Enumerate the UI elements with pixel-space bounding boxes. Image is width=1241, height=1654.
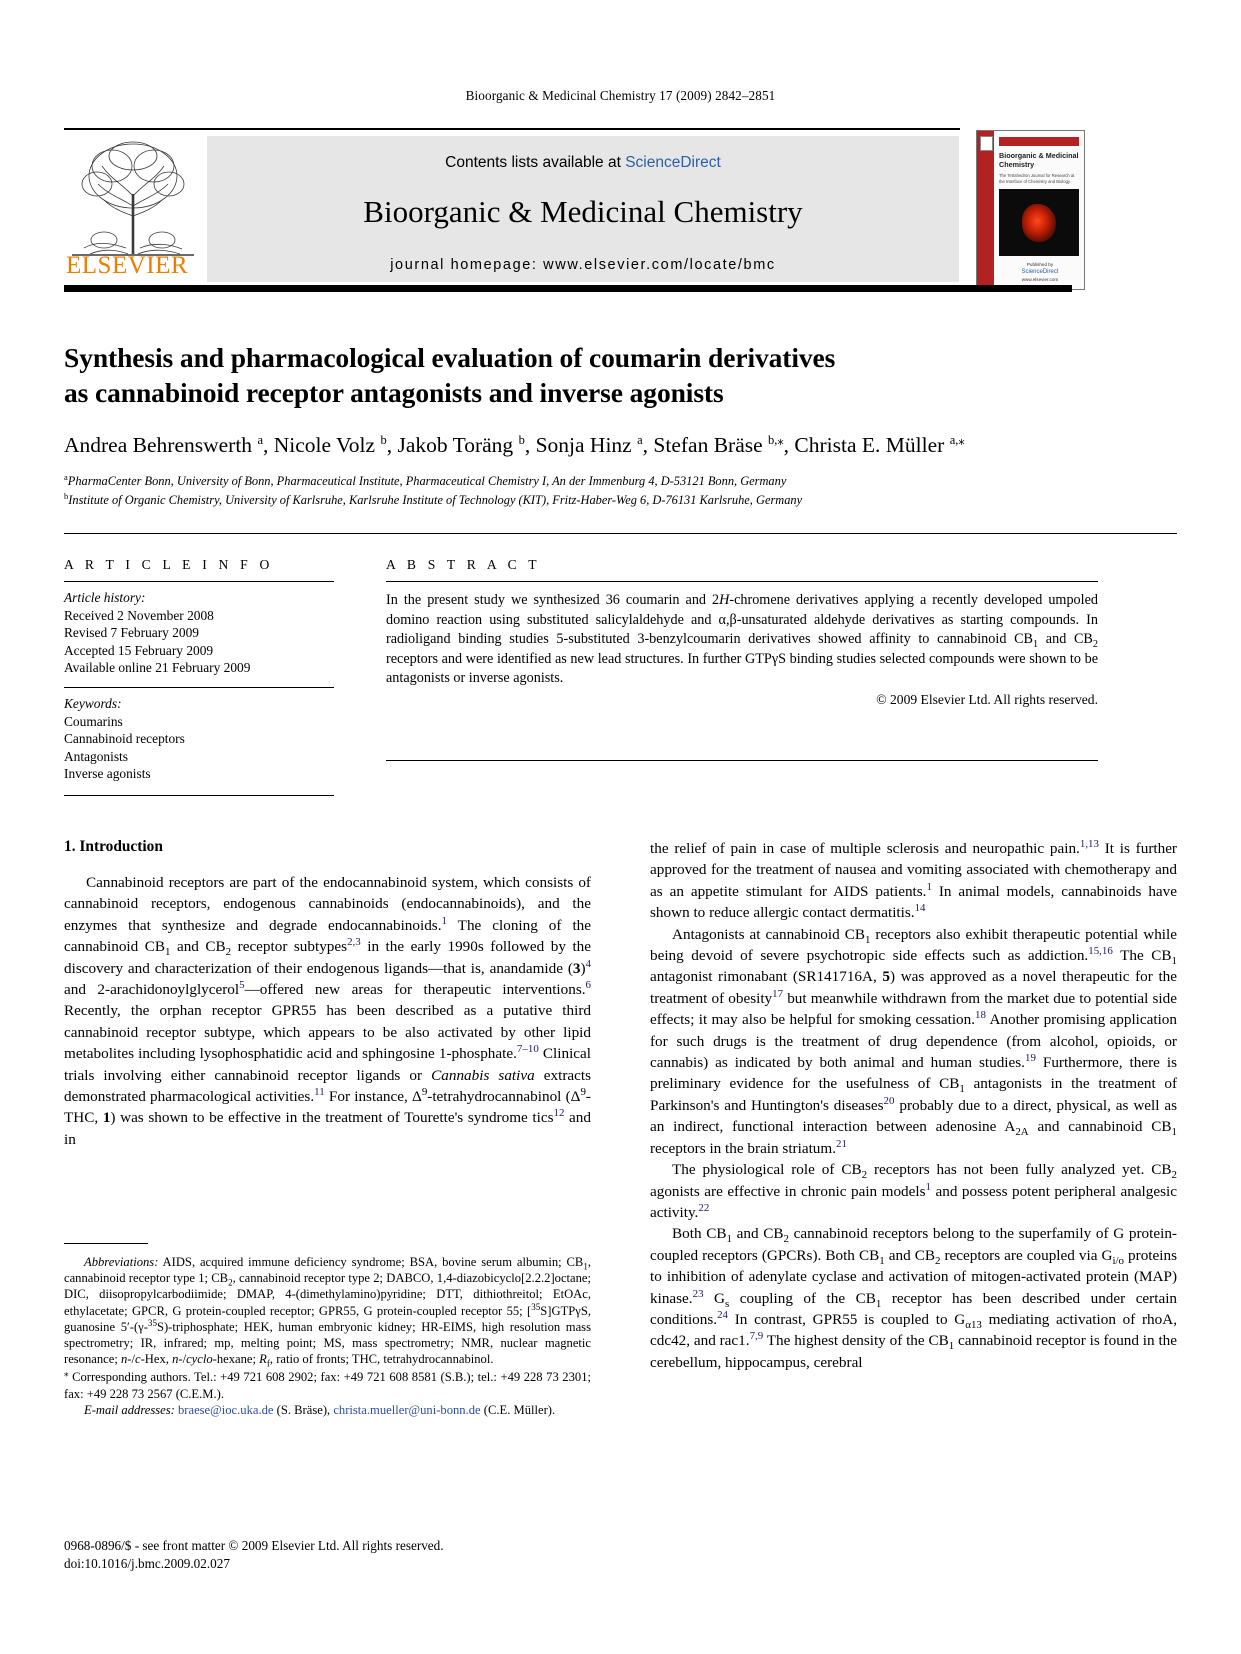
body-paragraph: The physiological role of $CB_2$ receptors has not been fully analyzed yet. $CB_2$ agonists are effective in chronic pain models$^1$ and possess potent peripheral analgesic activity.$^{22}$ (650, 1161, 1177, 1221)
elsevier-logo (64, 136, 202, 282)
footnote-block (64, 1243, 591, 1418)
contents-prefix: Contents lists available at (445, 154, 626, 171)
email-owner-brase: (S. Bräse), (276, 1402, 331, 1417)
corresponding-author-footnote: ⁎ Corresponding authors. Tel.: +49 721 608 2902; fax: +49 721 608 8581 (S.B.); tel.: +49 228 73 2301; fax: +49 228 73 2567 (C.E.M.). (64, 1368, 591, 1401)
body-paragraph: Cannabinoid receptors are part of the endocannabinoid system, which consists of cannabinoid receptors, endogenous cannabinoids (endocannabinoids), and the enzymes that synthesize and degrade endocannabinoids.$^1$ The cloning of the cannabinoid $CB_1$ and $CB_2$ receptor subtypes$^{2,3}$ in the early 1990s followed by the discovery and characterization of their endogenous ligands—that is, anandamide (3)$^4$ and 2-arachidonoylglycerol$^5$—offered new areas for therapeutic interventions.$^6$ Recently, the orphan receptor GPR55 has been described as a putative third cannabinoid receptor subtype, which appears to be also activated by other lipid metabolites including lysophosphatidic acid and sphingosine 1-phosphate.$^{7-10}$ Clinical trials involving either cannabinoid receptor ligands or Cannabis sativa extracts demonstrated pharmacological activities.$^{11}$ For instance, $\Delta^9$-tetrahydrocannabinol ($\Delta^9$-THC, 1) was shown to be effective in the treatment of Tourette's syndrome tics$^{12}$ and in (64, 874, 592, 1148)
sciencedirect-link[interactable]: ScienceDirect (625, 154, 721, 171)
article-history-label: Article history: (64, 590, 146, 605)
imprint-block (64, 1537, 624, 1573)
masthead-bottom-rule (64, 285, 1072, 292)
article-history-item: Available online 21 February 2009 (64, 660, 251, 676)
cover-footer (999, 261, 1081, 283)
affiliation-a-text: PharmaCenter Bonn, University of Bonn, Pharmaceutical Institute, Pharmaceutical Chemistry I, An der Immenburg 4, D-53121 Bonn, Germany (67, 474, 787, 488)
journal-masthead (64, 128, 1177, 293)
email-owner-muller: (C.E. Müller). (483, 1402, 556, 1417)
masthead-top-rule (64, 128, 960, 130)
email-label: E-mail addresses: (84, 1402, 175, 1417)
cover-footer-publisher: Published by (1026, 262, 1054, 267)
author-list: Andrea Behrenswerth $^a$, Nicole Volz $^b$, Jakob Toräng $^b$, Sonja Hinz $^a$, Stefan Bräse $^{b,⁎}$, Christa E. Müller $^{a,⁎}$ (64, 432, 965, 457)
keyword-item: Antagonists (64, 748, 128, 764)
cover-footer-url: www.elsevier.com (1021, 277, 1059, 282)
article-history-item: Accepted 15 February 2009 (64, 642, 214, 658)
abstract-copyright: © 2009 Elsevier Ltd. All rights reserved. (876, 691, 1098, 707)
email-footnote (64, 1402, 591, 1418)
abbreviations-footnote: Abbreviations: AIDS, acquired immune deficiency syndrome; BSA, bovine serum albumin; $CB_1$, cannabinoid receptor type 1; $CB_2$, cannabinoid receptor type 2; DABCO, 1,4-diazobicyclo[2.2.2]octane; DIC, diisopropylcarbodiimide; DMAP, 4-(dimethylamino)pyridine; DTT, dithiothreitol; EtOAc, ethylacetate; GPCR, G protein-coupled receptor; GPR55, G protein-coupled receptor 55; [$^{35}$S]GTPγS, guanosine 5′-(γ-$^{35}$S)-triphosphate; HEK, human embryonic kidney; HR-EIMS, high resolution mass spectrometry; IR, infrared; mp, melting point; MS, mass spectrometry; NMR, nuclear magnetic resonance; n-/c-Hex, n-/cyclo-hexane; $R_f$, ratio of fronts; THC, tetrahydrocannabinol. (64, 1255, 592, 1369)
cover-title-line2: Chemistry (999, 160, 1035, 169)
elsevier-tree-icon (64, 136, 202, 262)
abstract-heading: A B S T R A C T (386, 557, 541, 572)
article-history-item: Received 2 November 2008 (64, 607, 214, 623)
cover-corner-square (980, 136, 993, 151)
abstract-column (386, 534, 1098, 796)
affiliation-b-marker: b (64, 490, 69, 501)
journal-cover-thumbnail (976, 130, 1085, 290)
affiliation-b-text: Institute of Organic Chemistry, University of Karlsruhe, Karlsruhe Institute of Technology (KIT), Fritz-Haber-Weg 6, D-76131 Karlsruhe, Germany (68, 492, 803, 507)
affiliation-a (64, 473, 1177, 490)
journal-homepage[interactable]: journal homepage: www.elsevier.com/locate/bmc (390, 257, 776, 273)
cover-footer-sciencedirect: ScienceDirect (1021, 269, 1059, 275)
email-link-brase[interactable]: braese@ioc.uka.de (177, 1402, 274, 1417)
keywords-list (64, 688, 334, 795)
page-title (64, 340, 1177, 410)
keyword-item: Inverse agonists (64, 766, 151, 782)
running-head: Bioorganic & Medicinal Chemistry 17 (2009) 2842–2851 (465, 88, 776, 103)
cover-title-line1: Bioorganic & Medicinal (999, 151, 1079, 160)
paper-title-line1: Synthesis and pharmacological evaluation of coumarin derivatives (64, 342, 836, 373)
contents-line (207, 136, 959, 172)
keyword-item: Cannabinoid receptors (64, 731, 185, 747)
cover-artwork-blob (1022, 204, 1056, 242)
journal-band (207, 136, 959, 282)
title-block (64, 340, 1177, 508)
affiliation-b (64, 492, 1177, 509)
paper-title-line2: as cannabinoid receptor antagonists and inverse agonists (64, 377, 724, 408)
cover-title (999, 151, 1081, 169)
cover-top-line (999, 137, 1079, 146)
article-info-heading: A R T I C L E I N F O (64, 557, 274, 572)
imprint-line-doi[interactable]: doi:10.1016/j.bmc.2009.02.027 (64, 1556, 230, 1571)
article-history-item: Revised 7 February 2009 (64, 625, 199, 641)
body-paragraph: the relief of pain in case of multiple sclerosis and neuropathic pain.$^{1,13}$ It is further approved for the treatment of nausea and vomiting associated with chemotherapy and as an appetite stimulant for AIDS patients.$^1$ In animal models, cannabinoids have shown to reduce allergic contact dermatitis.$^{14}$ (650, 837, 1177, 922)
body-paragraph: Antagonists at cannabinoid $CB_1$ receptors also exhibit therapeutic potential while being devoid of severe psychotropic side effects such as addiction.$^{15,16}$ The $CB_1$ antagonist rimonabant (SR141716A, 5) was approved as a novel therapeutic for the treatment of obesity$^{17}$ but meanwhile withdrawn from the market due to potential side effects; it may also be helpful for smoking cessation.$^{18}$ Another promising application for such drugs is the treatment of drug dependence (from alcohol, opioids, or cannabis) as indicated by both animal and human studies.$^{19}$ Furthermore, there is preliminary evidence for the usefulness of $CB_1$ antagonists in the treatment of Parkinson's and Huntington's diseases$^{20}$ probably due to a direct, physical, as well as an indirect, functional interaction between adenosine $A_{2A}$ and cannabinoid $CB_1$ receptors in the brain striatum.$^{21}$ (650, 925, 1178, 1157)
footnote-rule (64, 1243, 148, 1244)
elsevier-wordmark: ELSEVIER (66, 252, 189, 279)
journal-title: Bioorganic & Medicinal Chemistry (363, 194, 803, 229)
abstract-bottom-rule (386, 760, 1098, 761)
keywords-label: Keywords: (64, 695, 122, 711)
info-abstract-columns (64, 534, 1177, 796)
affiliation-a-marker: a (64, 471, 68, 482)
article-info-column (64, 534, 334, 796)
email-link-muller[interactable]: christa.mueller@uni-bonn.de (333, 1402, 481, 1417)
body-column-right (650, 838, 1177, 1373)
keywords-bottom-rule (64, 795, 334, 796)
article-history (64, 582, 334, 687)
cover-artwork (999, 189, 1079, 256)
info-abstract-region (64, 533, 1177, 796)
cover-red-bar (977, 131, 994, 289)
cover-subtitle: The Tetrahedron Journal for Research at the Interface of Chemistry and Biology (999, 173, 1075, 184)
abstract-text: In the present study we synthesized 36 coumarin and 2H-chromene derivatives applying a recently developed umpoled domino reaction using substituted salicylaldehyde and α,β-unsaturated aldehyde derivatives as starting compounds. In radioligand binding studies 5-substituted 3-benzylcoumarin derivatives showed affinity to cannabinoid $CB_1$ and $CB_2$ receptors and were identified as new lead structures. In further GTPγS binding studies selected compounds were shown to be antagonists or inverse agonists. (386, 592, 1098, 687)
keyword-item: Coumarins (64, 713, 123, 729)
section-heading-introduction: 1. Introduction (64, 838, 163, 855)
imprint-line-copyright: 0968-0896/$ - see front matter © 2009 Elsevier Ltd. All rights reserved. (64, 1538, 444, 1553)
body-paragraph: Both $CB_1$ and $CB_2$ cannabinoid receptors belong to the superfamily of G protein-coupled receptors (GPCRs). Both $CB_1$ and $CB_2$ receptors are coupled via $G_{i/o}$ proteins to inhibition of adenylate cyclase and activation of mitogen-activated protein (MAP) kinase.$^{23}$ $G_s$ coupling of the $CB_1$ receptor has been described under certain conditions.$^{24}$ In contrast, GPR55 is coupled to $G_{\alpha 13}$ mediating activation of rhoA, cdc42, and rac1.$^{7,9}$ The highest density of the $CB_1$ cannabinoid receptor is found in the cerebellum, hippocampus, cerebral (650, 1225, 1178, 1371)
